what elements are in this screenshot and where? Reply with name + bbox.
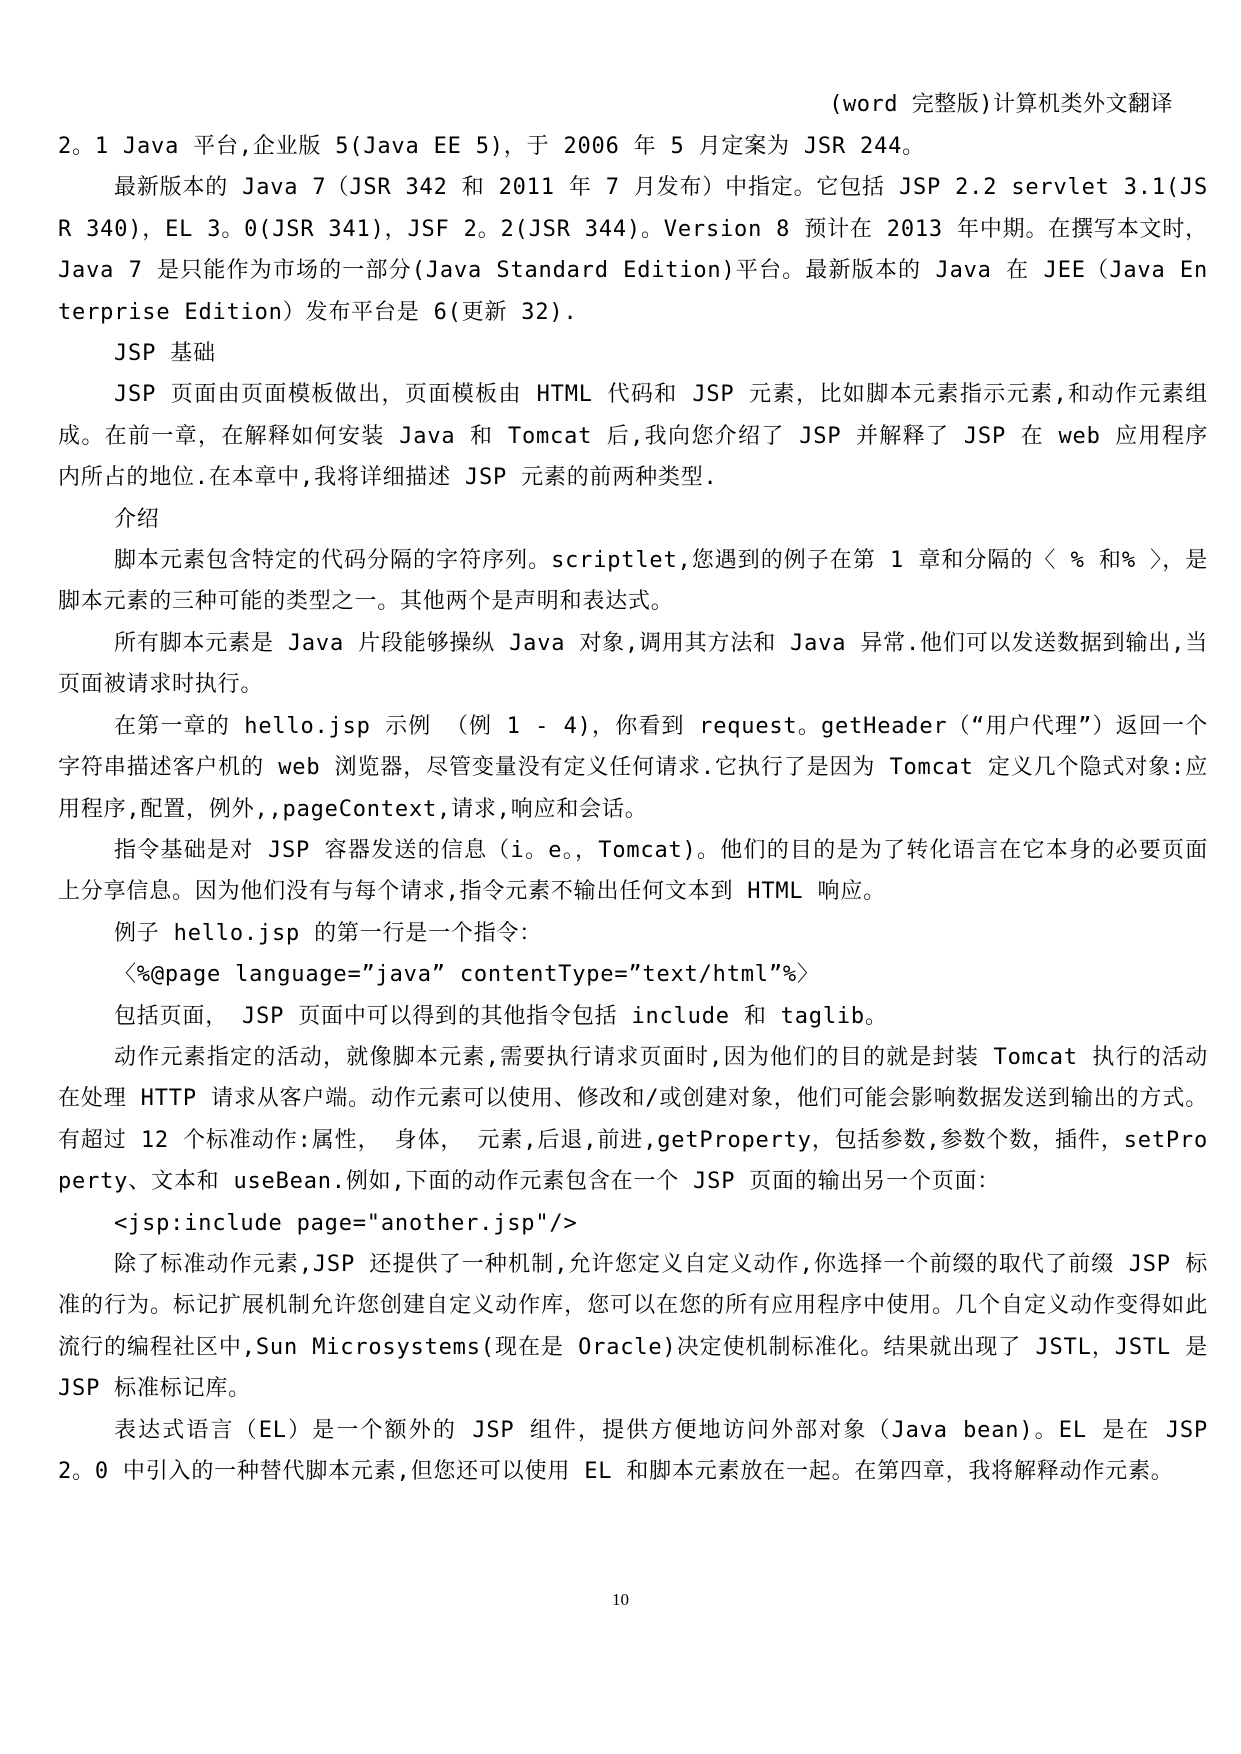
code-page-directive: 〈%@page language=”java” contentType=”text/html”%〉 <box>114 962 820 988</box>
section-heading-introduction: 介绍 <box>114 506 160 532</box>
paragraph-action-elements: 动作元素指定的活动，就像脚本元素,需要执行请求页面时,因为他们的目的就是封装 Tomcat 执行的活动在处理 HTTP 请求从客户端。动作元素可以使用、修改和/或创建对象，他们可能会影响数据发送到输出的方式。有超过 12 个标准动作:属性， 身体， 元素,后退,前进,getProperty，包括参数,参数个数，插件，setProperty、文本和 useBean.例如,下面的动作元素包含在一个 JSP 页面的输出另一个页面： <box>58 1044 1208 1195</box>
running-header: (word 完整版)计算机类外文翻译 <box>829 92 1173 117</box>
code-jsp-include: <jsp:include page="another.jsp"/> <box>114 1210 578 1236</box>
paragraph-expression-language: 表达式语言（EL）是一个额外的 JSP 组件，提供方便地访问外部对象（Java bean)。EL 是在 JSP 2。0 中引入的一种替代脚本元素,但您还可以使用 EL 和脚本元素放在一起。在第四章，我将解释动作元素。 <box>58 1417 1208 1484</box>
paragraph-java-ee5: 2。1 Java 平台,企业版 5(Java EE 5)，于 2006 年 5 月定案为 JSR 244。 <box>58 134 925 159</box>
paragraph-directives: 指令基础是对 JSP 容器发送的信息（i。e。，Tomcat)。他们的目的是为了转化语言在它本身的必要页面上分享信息。因为他们没有与每个请求,指令元素不输出任何文本到 HTML 响应。 <box>58 837 1208 905</box>
paragraph-custom-actions: 除了标准动作元素,JSP 还提供了一种机制,允许您定义自定义动作,你选择一个前缀的取代了前缀 JSP 标准的行为。标记扩展机制允许您创建自定义动作库，您可以在您的所有应用程序中使用。几个自定义动作变得如此流行的编程社区中,Sun Microsystems(现在是 Oracle)决定使机制标准化。结果就出现了 JSTL，JSTL 是 JSP 标准标记库。 <box>58 1251 1208 1402</box>
paragraph-scripting-elements: 脚本元素包含特定的代码分隔的字符序列。scriptlet,您遇到的例子在第 1 章和分隔的〈 % 和% 〉，是脚本元素的三种可能的类型之一。其他两个是声明和表达式。 <box>58 548 1208 615</box>
paragraph-directive-intro: 例子 hello.jsp 的第一行是一个指令： <box>114 920 543 946</box>
page-number: 10 <box>612 1590 629 1609</box>
paragraph-jsp-page-template: JSP 页面由页面模板做出，页面模板由 HTML 代码和 JSP 元素，比如脚本元素指示元素,和动作元素组成。在前一章，在解释如何安装 Java 和 Tomcat 后,我向您介绍了 JSP 并解释了 JSP 在 web 应用程序内所占的地位.在本章中,我将详细描述 JSP 元素的前两种类型. <box>58 382 1208 491</box>
section-heading-jsp-basics: JSP 基础 <box>114 341 216 367</box>
paragraph-include-taglib: 包括页面， JSP 页面中可以得到的其他指令包括 include 和 taglib。 <box>114 1003 888 1029</box>
paragraph-hello-jsp-example: 在第一章的 hello.jsp 示例 （例 1 - 4)，你看到 request。getHeader（“用户代理”）返回一个字符串描述客户机的 web 浏览器，尽管变量没有定义任何请求.它执行了是因为 Tomcat 定义几个隐式对象:应用程序,配置，例外,,pageContext,请求,响应和会话。 <box>58 713 1208 822</box>
body-text <box>58 126 1208 1492</box>
paragraph-java-fragments: 所有脚本元素是 Java 片段能够操纵 Java 对象,调用其方法和 Java 异常.他们可以发送数据到输出,当页面被请求时执行。 <box>58 630 1208 698</box>
paragraph-java7-versions: 最新版本的 Java 7（JSR 342 和 2011 年 7 月发布）中指定。它包括 JSP 2.2 servlet 3.1(JSR 340)，EL 3。0(JSR 341)，JSF 2。2(JSR 344)。Version 8 预计在 2013 年中期。在撰写本文时，Java 7 是只能作为市场的一部分(Java Standard Edition)平台。最新版本的 Java 在 JEE（Java Enterprise Edition）发布平台是 6(更新 32). <box>58 175 1208 325</box>
